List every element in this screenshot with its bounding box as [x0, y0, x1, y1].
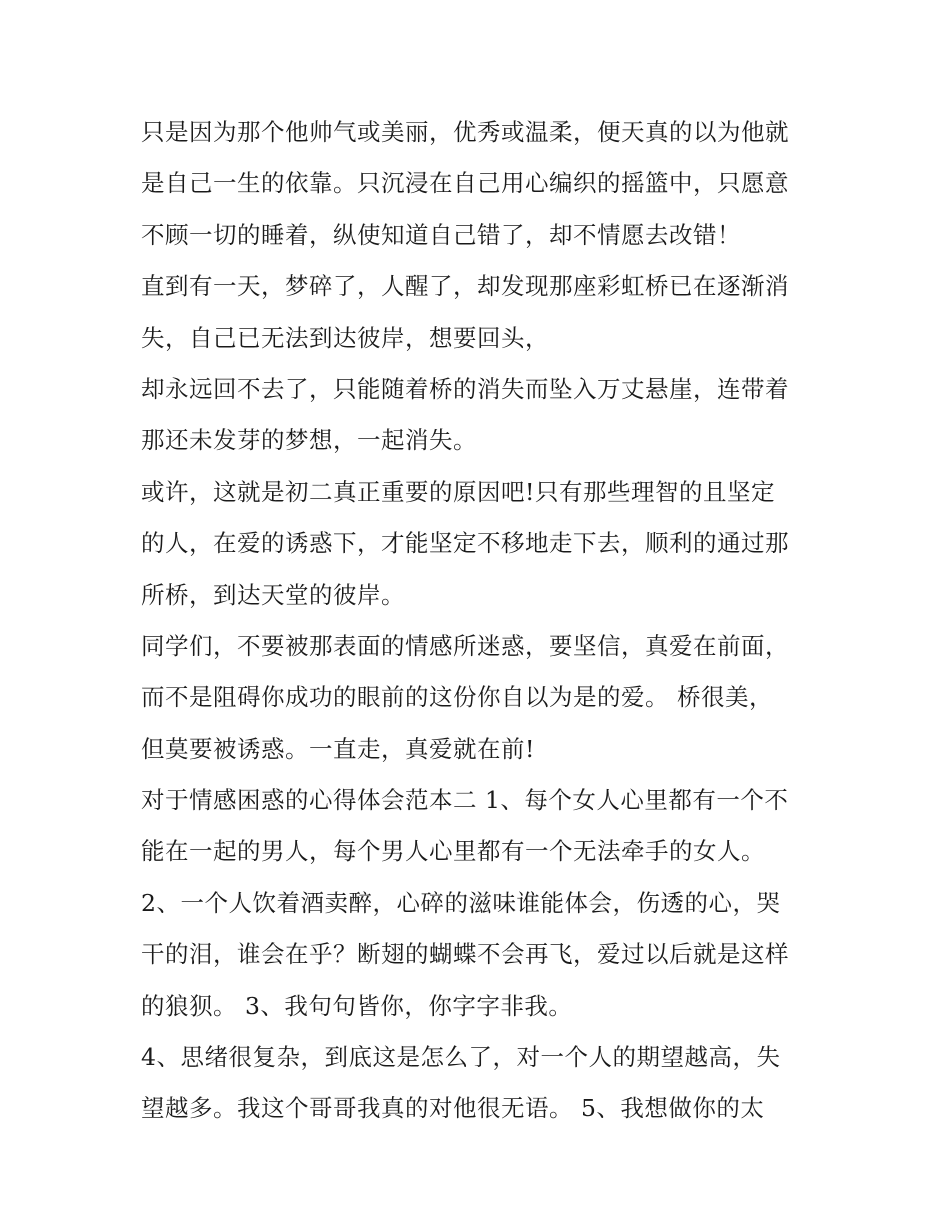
body-text	[141, 107, 821, 1135]
text-line: 4、思绪很复杂，到底这是怎么了，对一个人的期望越高，失	[141, 1043, 781, 1072]
text-line: 所桥，到达天堂的彼岸。	[141, 580, 405, 609]
text-line: 不顾一切的睡着，纵使知道自己错了，却不情愿去改错！	[141, 220, 741, 249]
text-line: 望越多。我这个哥哥我真的对他很无语。 5、我想做你的太	[141, 1094, 765, 1123]
text-line: 却永远回不去了，只能随着桥的消失而坠入万丈悬崖，连带着	[141, 374, 789, 403]
text-line: 但莫要被诱惑。一直走，真爱就在前!	[141, 734, 535, 763]
text-line: 的人，在爱的诱惑下，才能坚定不移地走下去，顺利的通过那	[141, 529, 789, 558]
text-line: 那还未发芽的梦想，一起消失。	[141, 426, 477, 455]
text-line: 2、一个人饮着酒卖醉，心碎的滋味谁能体会，伤透的心，哭	[141, 888, 781, 917]
text-line: 是自己一生的依靠。只沉浸在自己用心编织的摇篮中，只愿意	[141, 169, 789, 198]
text-line: 或许，这就是初二真正重要的原因吧!只有那些理智的且坚定	[141, 477, 775, 506]
text-line: 的狼狈。 3、我句句皆你，你字字非我。	[141, 991, 573, 1020]
text-line: 干的泪，谁会在乎？断翅的蝴蝶不会再飞，爱过以后就是这样	[141, 940, 789, 969]
text-line: 直到有一天，梦碎了，人醒了，却发现那座彩虹桥已在逐渐消	[141, 272, 789, 301]
text-line: 失，自己已无法到达彼岸，想要回头，	[141, 323, 549, 352]
text-line: 而不是阻碍你成功的眼前的这份你自以为是的爱。 桥很美，	[141, 683, 773, 712]
text-line: 同学们，不要被那表面的情感所迷惑，要坚信，真爱在前面，	[141, 631, 789, 660]
text-line: 对于情感困惑的心得体会范本二 1、每个女人心里都有一个不	[141, 786, 789, 815]
text-line: 能在一起的男人，每个男人心里都有一个无法牵手的女人。	[141, 837, 765, 866]
text-line: 只是因为那个他帅气或美丽，优秀或温柔，便天真的以为他就	[141, 118, 789, 146]
